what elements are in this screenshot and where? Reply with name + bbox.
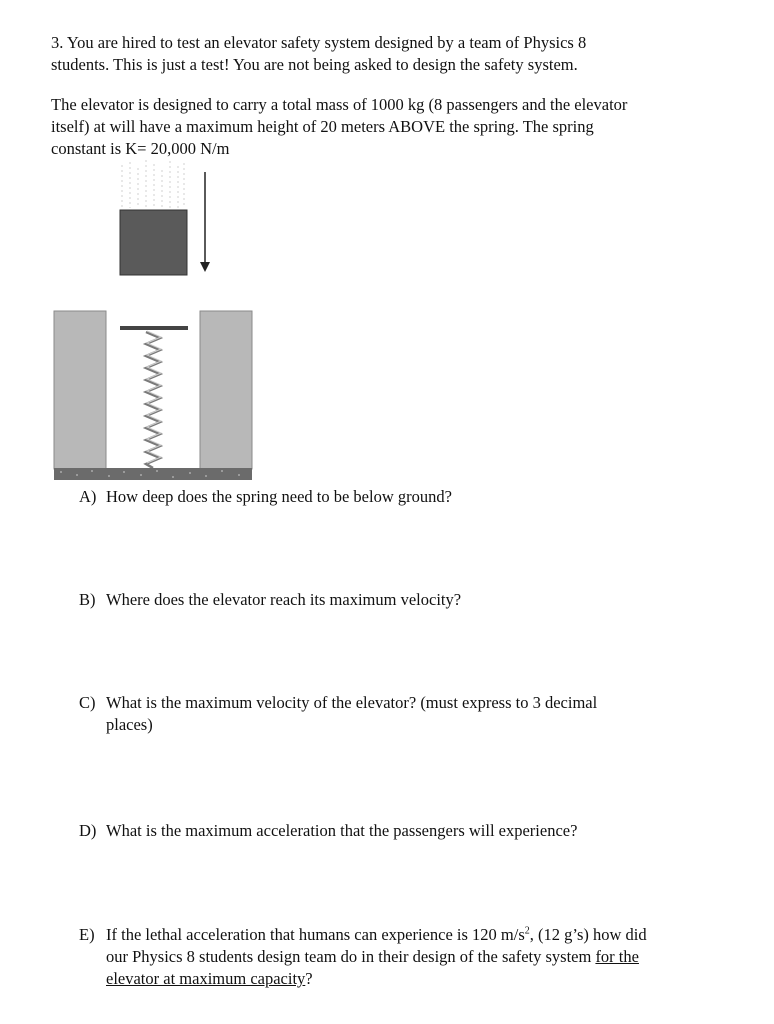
question-a-letter: A) bbox=[79, 487, 97, 506]
question-e-line-3-post: ? bbox=[305, 969, 313, 988]
intro-line-1: 3. You are hired to test an elevator safety system designed by a team of Physics 8 bbox=[51, 33, 587, 52]
motion-streaks bbox=[122, 160, 184, 208]
elevator-block bbox=[120, 210, 187, 275]
question-c-letter: C) bbox=[79, 693, 96, 712]
setup-line-2: itself) at will have a maximum height of 20 meters ABOVE the spring. The spring bbox=[51, 117, 594, 136]
question-a bbox=[79, 486, 729, 508]
setup-line-1: The elevator is designed to carry a total mass of 1000 kg (8 passengers and the elevator bbox=[51, 95, 628, 114]
question-e-line-1-post: , (12 g’s) how did bbox=[529, 925, 647, 944]
question-e-superscript: 2 bbox=[524, 925, 530, 937]
question-b-text: Where does the elevator reach its maximum velocity? bbox=[106, 590, 462, 609]
question-e-line-2-pre: our Physics 8 students design team do in their design of the safety system bbox=[106, 947, 596, 966]
setup-line-3: constant is K= 20,000 N/m bbox=[51, 139, 230, 158]
elevator-spring-diagram bbox=[50, 160, 260, 485]
question-e-letter: E) bbox=[79, 925, 95, 944]
question-d-letter: D) bbox=[79, 821, 97, 840]
question-c bbox=[79, 692, 729, 736]
question-e-line-2 bbox=[79, 946, 739, 968]
intro-line-2: students. This is just a test! You are not being asked to design the safety system. bbox=[51, 55, 578, 74]
question-b bbox=[79, 589, 729, 611]
question-d-text: What is the maximum acceleration that the passengers will experience? bbox=[106, 821, 578, 840]
question-b-letter: B) bbox=[79, 590, 96, 609]
question-c-line-2: places) bbox=[106, 715, 153, 734]
question-c-line-1: What is the maximum velocity of the elevator? (must express to 3 decimal bbox=[106, 693, 598, 712]
question-e-underline-2: elevator at maximum capacity bbox=[106, 969, 306, 988]
question-e bbox=[79, 924, 739, 990]
problem-setup bbox=[51, 94, 731, 160]
question-e-underline-1: for the bbox=[595, 947, 639, 966]
problem-intro bbox=[51, 32, 731, 76]
down-arrow-icon bbox=[200, 172, 210, 272]
question-a-text: How deep does the spring need to be below ground? bbox=[106, 487, 452, 506]
question-e-line-3 bbox=[79, 968, 739, 990]
question-d bbox=[79, 820, 729, 842]
spring-plate bbox=[120, 326, 188, 330]
right-wall bbox=[200, 311, 252, 469]
ground bbox=[54, 468, 252, 480]
question-e-line-1-pre: If the lethal acceleration that humans can experience is 120 m/s bbox=[106, 925, 525, 944]
left-wall bbox=[54, 311, 106, 469]
